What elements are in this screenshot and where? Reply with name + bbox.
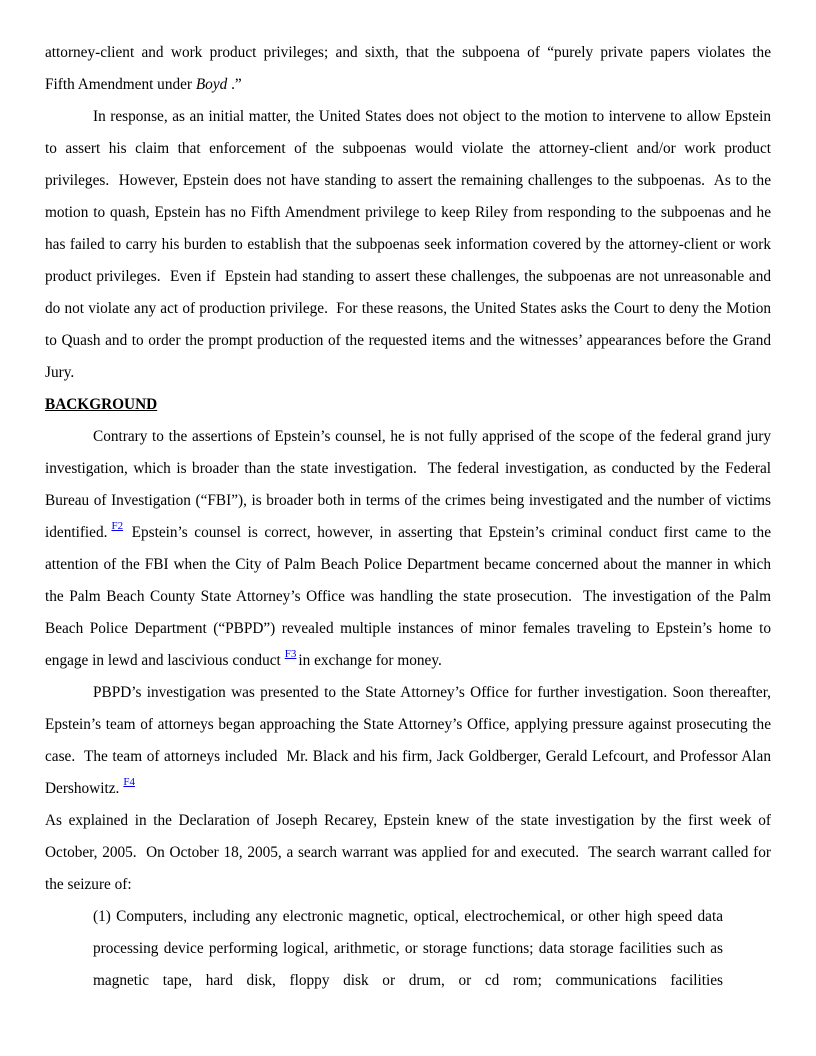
response-paragraph: In response, as an initial matter, the United States does not object to the motion to intervene to allow Epstein to assert his claim that enforcement of the subpoenas would violate the attorney-client and/or work product privileges. However, Epstein does not have standing to assert the remaining challenges to the subpoenas. As to the motion to quash, Epstein has no Fifth Amendment privilege to keep Riley from responding to the subpoenas and he has failed to carry his burden to establish that the subpoenas seek information covered by the attorney-client or work product privileges. Even if Epstein had standing to assert these challenges, the subpoenas are not unreasonable and do not violate any act of production privilege. For these reasons, the United States asks the Court to deny the Motion to Quash and to order the prompt production of the requested items and the witnesses’ appearances before the Grand Jury.	[45, 108, 771, 381]
text-fragment: PBPD’s investigation was presented to the State Attorney’s Office for further investigation. Soon thereafter, Epstein’s team of attorneys began approaching the State Attorney’s Office, applying pressure against prosecuting the case. The team of attorneys included Mr. Black and his firm, Jack Goldberger, Gerald Lefcourt, and Professor Alan Dershowitz.	[45, 684, 771, 797]
paragraph-continuation-line-2	[45, 69, 771, 101]
text-fragment: in exchange for money.	[298, 652, 442, 669]
pbpd-paragraph	[45, 677, 771, 805]
text-fragment: Epstein’s counsel is correct, however, in asserting that Epstein’s criminal conduct first came to the attention of the FBI when the City of Palm Beach Police Department became concerned about the manner in which the Palm Beach County State Attorney’s Office was handling the state prosecution. The investigation of the Palm Beach Police Department (“PBPD”) revealed multiple instances of minor females traveling to Epstein’s home to engage in lewd and lascivious conduct	[45, 524, 771, 669]
text-fragment: Contrary to the assertions of Epstein’s counsel, he is not fully apprised of the scope of the federal grand jury investigation, which is broader than the state investigation. The federal investigation, as conducted by the Federal Bureau of Investigation (“FBI”), is broader both in terms of the crimes being investigated and the number of victims identified.	[45, 428, 771, 541]
paragraph-continuation	[45, 37, 771, 101]
footnote-link-f2[interactable]: F2	[111, 520, 124, 532]
footnote-link-f3[interactable]: F3	[284, 648, 297, 660]
document-page	[45, 37, 771, 997]
quote-text: (1) Computers, including any electronic magnetic, optical, electrochemical, or other high speed data processing device performing logical, arithmetic, or storage functions; data storage facilities such as magnetic tape, hard disk, floppy disk or drum, or cd rom; communications facilities	[93, 908, 723, 989]
search-warrant-quote	[93, 901, 723, 997]
footnote-link-f4[interactable]: F4	[123, 776, 135, 788]
background-paragraph	[45, 421, 771, 677]
text-fragment: .”	[227, 76, 242, 93]
section-heading-background: BACKGROUND	[45, 396, 158, 413]
recarey-paragraph: As explained in the Declaration of Joseph Recarey, Epstein knew of the state investigation by the first week of October, 2005. On October 18, 2005, a search warrant was applied for and executed. The search warrant called for the seizure of:	[45, 812, 771, 893]
text-fragment: Fifth Amendment under	[45, 76, 196, 93]
paragraph-continuation-line-1: attorney-client and work product privileges; and sixth, that the subpoena of “purely private papers violates the	[45, 44, 771, 61]
case-name-italic: Boyd	[195, 76, 228, 93]
